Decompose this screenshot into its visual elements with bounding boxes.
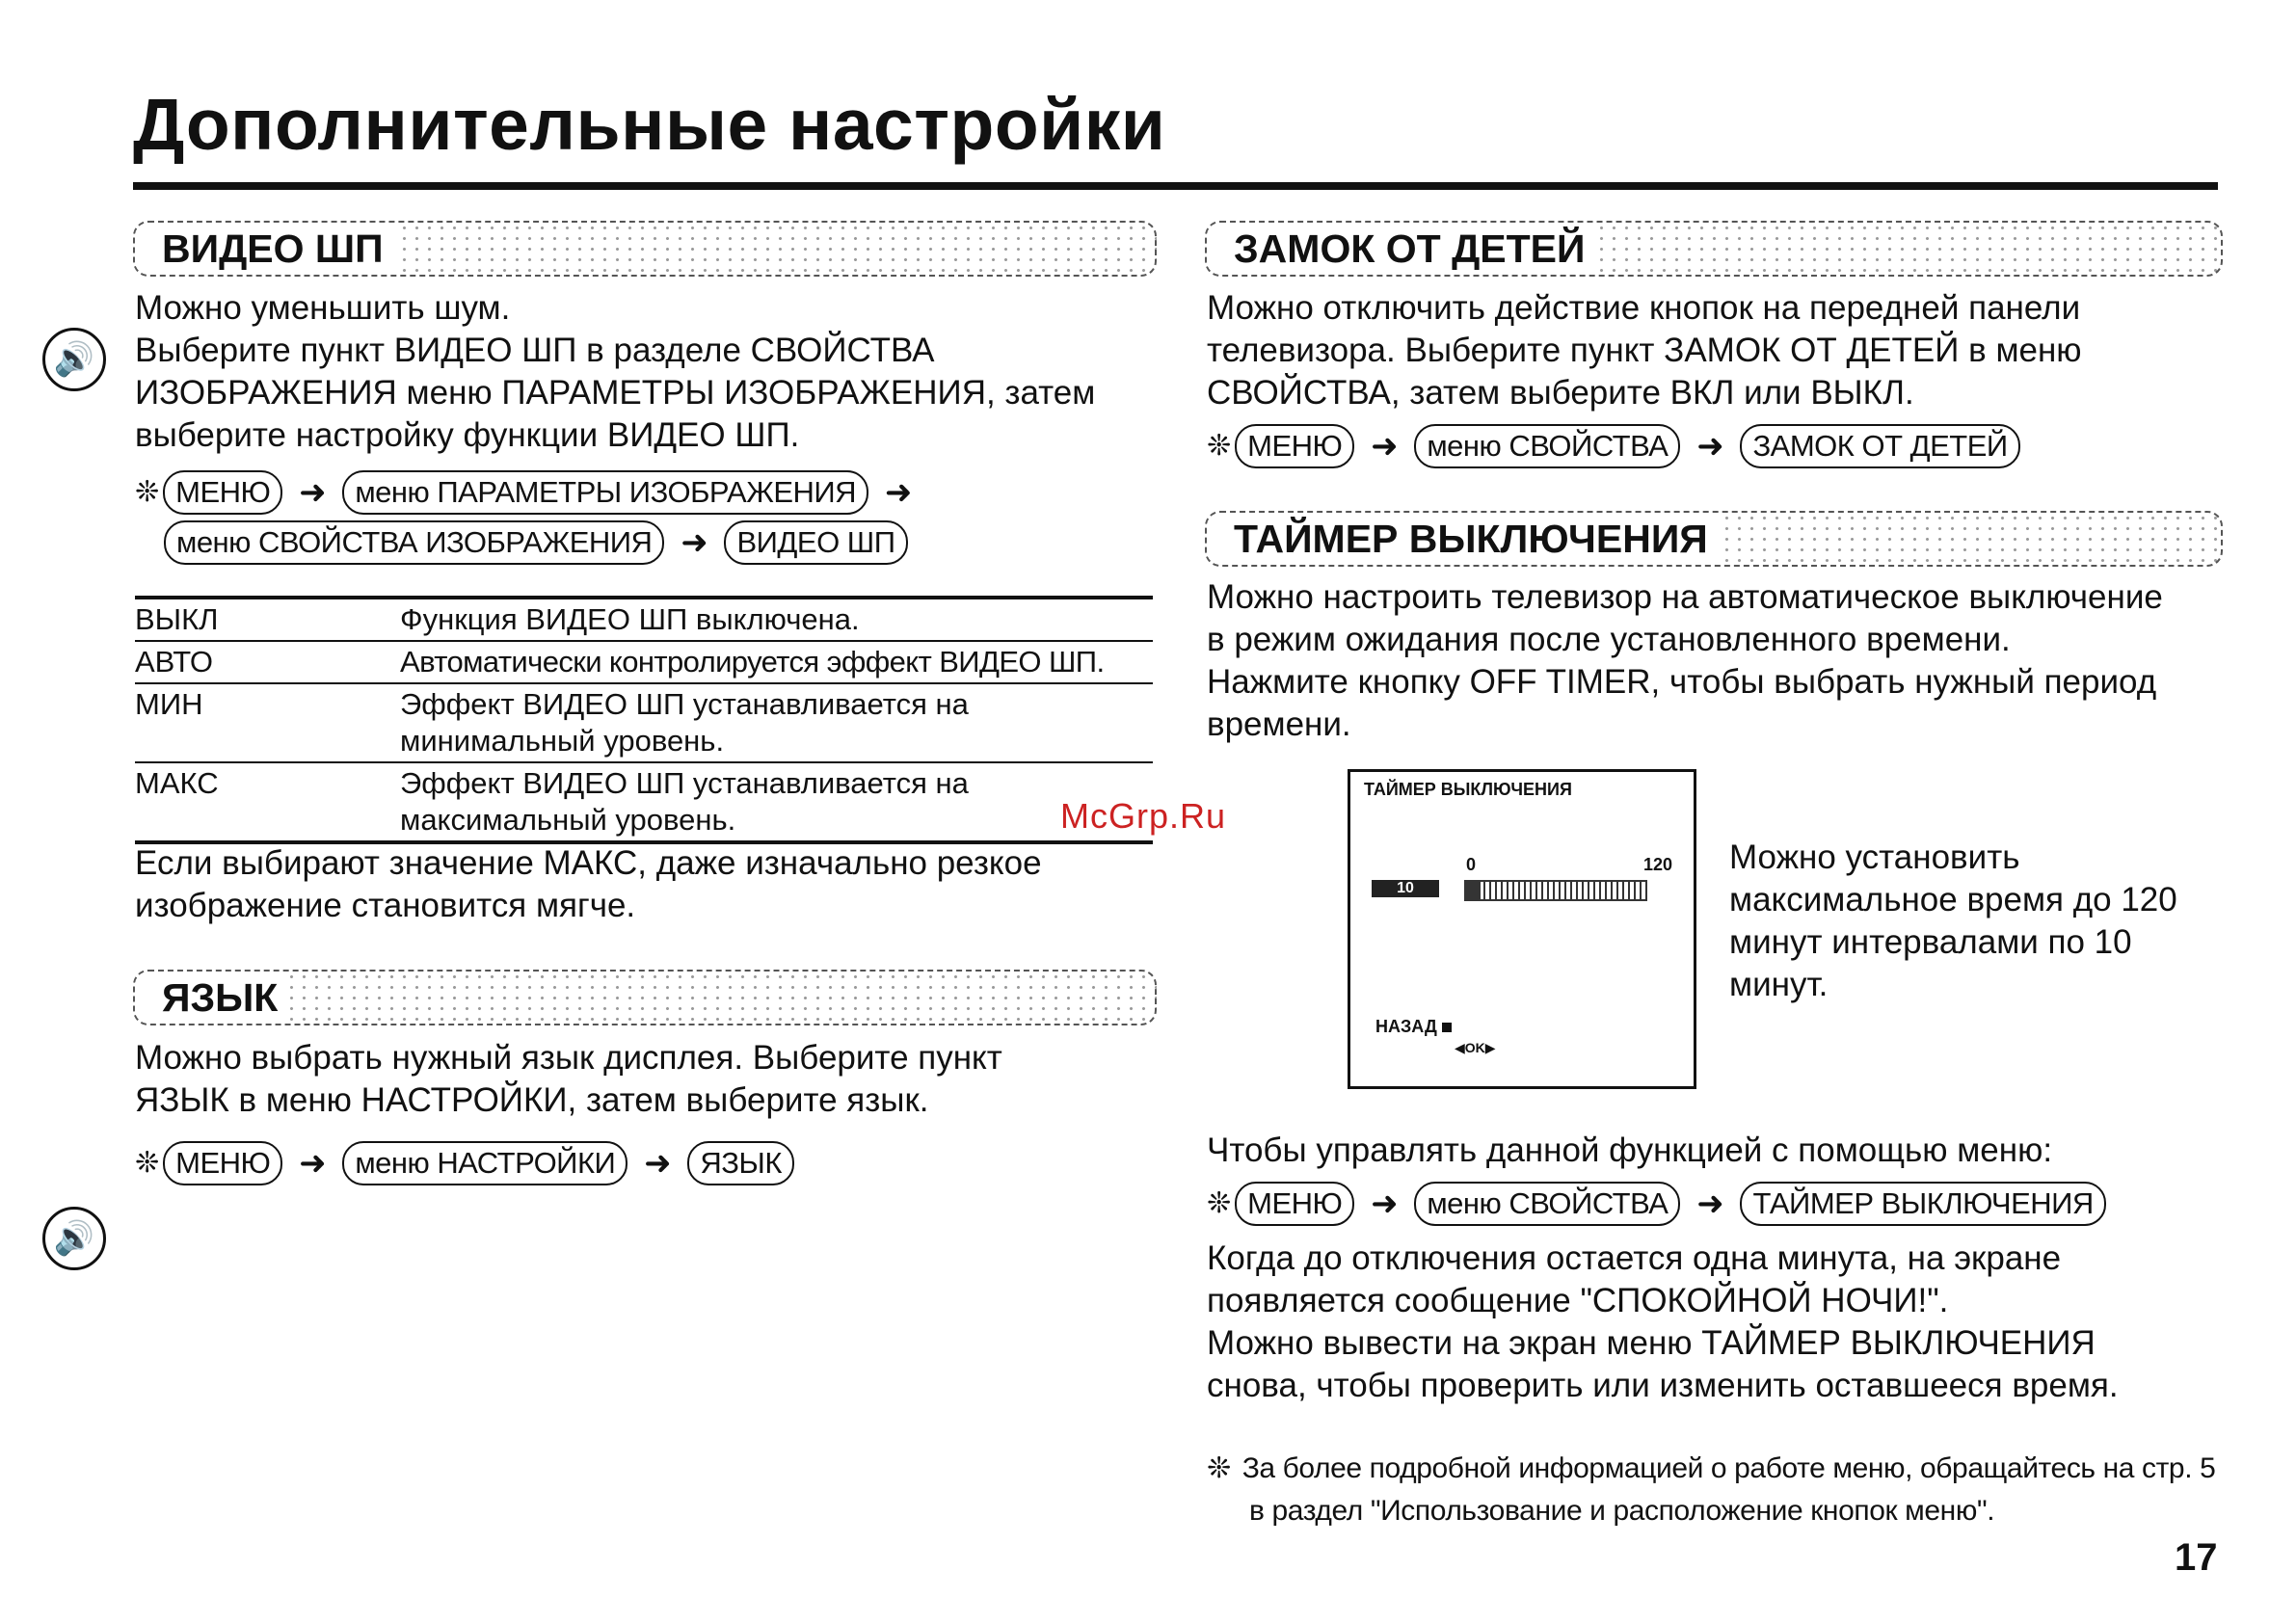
paragraph-line: Когда до отключения остается одна минута, на экране (1207, 1239, 2062, 1277)
option-desc-line: Эффект ВИДЕО ШП устанавливается на (400, 766, 969, 800)
paragraph-line: телевизора. Выберите пункт ЗАМОК ОТ ДЕТЕЙ в меню (1207, 332, 2082, 369)
paragraph-line: Выберите пункт ВИДЕО ШП в разделе СВОЙСТВА (135, 332, 935, 369)
watermark: McGrp.Ru (1060, 796, 1227, 836)
section-header-child-lock (1205, 221, 2223, 277)
asterisk-icon: ❊ (1207, 1187, 1232, 1219)
paragraph-line: Можно вывести на экран меню ТАЙМЕР ВЫКЛЮЧЕНИЯ (1207, 1324, 2096, 1362)
menu-step: меню ПАРАМЕТРЫ ИЗОБРАЖЕНИЯ (342, 470, 868, 515)
table-row (135, 683, 1153, 762)
menu-step: меню СВОЙСТВА (1414, 1182, 1680, 1226)
paragraph-line: изображение становится мягче. (135, 887, 636, 924)
off-timer-intro (1207, 576, 2163, 746)
speaker-icon: 🔊 (42, 328, 106, 391)
language-intro (135, 1037, 1002, 1122)
page-title: Дополнительные настройки (133, 84, 1166, 165)
option-desc: Автоматически контролируется эффект ВИДЕО ШП. (400, 645, 1105, 679)
triangle-right-icon: ▶ (1484, 1040, 1496, 1055)
arrow-icon: ➜ (681, 524, 708, 561)
triangle-left-icon: ◀ (1455, 1040, 1465, 1055)
option-key: ВЫКЛ (135, 602, 219, 636)
paragraph-line: минут. (1729, 966, 1829, 1003)
menu-step: меню НАСТРОЙКИ (342, 1141, 627, 1185)
arrow-icon: ➜ (1371, 428, 1399, 465)
paragraph-line: ЯЗЫК в меню НАСТРОЙКИ, затем выберите язык. (135, 1081, 929, 1119)
menu-step: ЗАМОК ОТ ДЕТЕЙ (1740, 424, 2019, 468)
section-title: ЯЗЫК (135, 972, 289, 1024)
paragraph-line: снова, чтобы проверить или изменить оставшееся время. (1207, 1367, 2119, 1404)
paragraph-line: Если выбирают значение МАКС, даже изначально резкое (135, 844, 1042, 882)
paragraph-line: Можно выбрать нужный язык дисплея. Выберите пункт (135, 1039, 1002, 1077)
section-title: ЗАМОК ОТ ДЕТЕЙ (1207, 223, 1597, 275)
arrow-icon: ➜ (644, 1145, 672, 1182)
menu-sequence (164, 520, 908, 565)
paragraph-line: появляется сообщение "СПОКОЙНОЙ НОЧИ!". (1207, 1282, 1949, 1319)
osd-value-box[interactable] (1372, 880, 1439, 897)
osd-scale-max: 120 (1643, 855, 1673, 874)
section-header-video-nr (133, 221, 1157, 277)
menu-step: МЕНЮ (163, 470, 282, 515)
menu-step: меню СВОЙСТВА ИЗОБРАЖЕНИЯ (164, 520, 664, 565)
table-row (135, 598, 1153, 641)
menu-step: ТАЙМЕР ВЫКЛЮЧЕНИЯ (1740, 1182, 2105, 1226)
option-key: АВТО (135, 645, 213, 679)
osd-value: 10 (1397, 880, 1414, 896)
page-number: 17 (2175, 1536, 2218, 1579)
off-timer-outro (1207, 1238, 2119, 1407)
paragraph-line: Можно уменьшить шум. (135, 289, 511, 327)
footnote-line (1207, 1448, 2215, 1490)
menu-sequence (135, 1141, 794, 1185)
speaker-icon: 🔊 (42, 1207, 106, 1270)
paragraph-line: ИЗОБРАЖЕНИЯ меню ПАРАМЕТРЫ ИЗОБРАЖЕНИЯ, затем (135, 374, 1096, 412)
paragraph-line: Можно установить (1729, 839, 2020, 876)
video-nr-note (135, 842, 1042, 927)
arrow-icon: ➜ (299, 474, 327, 511)
off-timer-side-note (1729, 837, 2177, 1006)
arrow-icon: ➜ (1696, 428, 1724, 465)
arrow-icon: ➜ (1696, 1185, 1724, 1222)
menu-sequence (1207, 1182, 2106, 1226)
video-nr-intro (135, 287, 1095, 457)
osd-ok-hint (1455, 1040, 1496, 1056)
menu-step: меню СВОЙСТВА (1414, 424, 1680, 468)
off-timer-osd-screen (1348, 769, 1696, 1089)
menu-sequence (135, 470, 928, 515)
video-nr-options-table (135, 596, 1153, 844)
option-desc: Функция ВИДЕО ШП выключена. (400, 602, 860, 636)
paragraph-line: выберите настройку функции ВИДЕО ШП. (135, 416, 800, 454)
paragraph-line: Нажмите кнопку OFF TIMER, чтобы выбрать нужный период (1207, 663, 2157, 701)
option-desc (400, 762, 1153, 842)
paragraph-line: Можно настроить телевизор на автоматическое выключение (1207, 578, 2163, 616)
asterisk-icon: ❊ (135, 1147, 160, 1179)
section-header-off-timer (1205, 511, 2223, 567)
osd-timer-bar[interactable] (1464, 880, 1647, 901)
paragraph-line: времени. (1207, 706, 1351, 743)
section-title: ТАЙМЕР ВЫКЛЮЧЕНИЯ (1207, 513, 1720, 565)
arrow-icon: ➜ (1371, 1185, 1399, 1222)
footnote (1207, 1448, 2215, 1532)
section-header-language (133, 970, 1157, 1025)
table-row (135, 641, 1153, 683)
paragraph-line: Можно отключить действие кнопок на передней панели (1207, 289, 2081, 327)
paragraph-line: в режим ожидания после установленного времени. (1207, 621, 2011, 658)
option-desc-line: Эффект ВИДЕО ШП устанавливается на (400, 687, 969, 721)
menu-step: ВИДЕО ШП (724, 520, 907, 565)
menu-step: ЯЗЫК (687, 1141, 794, 1185)
arrow-icon: ➜ (884, 474, 913, 511)
asterisk-icon: ❊ (135, 476, 160, 508)
osd-back-text: НАЗАД (1375, 1017, 1437, 1036)
osd-timer-bar-fill (1466, 882, 1481, 899)
option-desc (400, 683, 1153, 762)
osd-back-label[interactable] (1375, 1017, 1452, 1037)
paragraph-line: СВОЙСТВА, затем выберите ВКЛ или ВЫКЛ. (1207, 374, 1914, 412)
arrow-icon: ➜ (299, 1145, 327, 1182)
asterisk-icon: ❊ (1207, 1452, 1231, 1484)
osd-title: ТАЙМЕР ВЫКЛЮЧЕНИЯ (1364, 780, 1572, 799)
menu-step: МЕНЮ (1235, 1182, 1354, 1226)
option-desc-line: максимальный уровень. (400, 803, 736, 837)
title-rule (133, 182, 2218, 190)
paragraph-line: минут интервалами по 10 (1729, 923, 2132, 961)
paragraph-line: максимальное время до 120 (1729, 881, 2177, 918)
child-lock-intro (1207, 287, 2082, 414)
menu-step: МЕНЮ (1235, 424, 1354, 468)
osd-scale-min: 0 (1466, 855, 1477, 874)
menu-sequence (1207, 424, 2020, 468)
off-timer-menu-intro: Чтобы управлять данной функцией с помощью меню: (1207, 1131, 2053, 1169)
table-row (135, 762, 1153, 842)
section-title: ВИДЕО ШП (135, 223, 395, 275)
footnote-text: За более подробной информацией о работе меню, обращайтесь на стр. 5 (1241, 1452, 2216, 1484)
menu-step: МЕНЮ (163, 1141, 282, 1185)
option-key: МАКС (135, 766, 219, 800)
osd-ok-label: OK (1464, 1040, 1485, 1055)
asterisk-icon: ❊ (1207, 430, 1232, 462)
footnote-line: в раздел "Использование и расположение кнопок меню". (1249, 1495, 1995, 1527)
option-key: МИН (135, 687, 203, 721)
option-desc-line: минимальный уровень. (400, 724, 725, 758)
back-square-icon (1442, 1023, 1452, 1032)
